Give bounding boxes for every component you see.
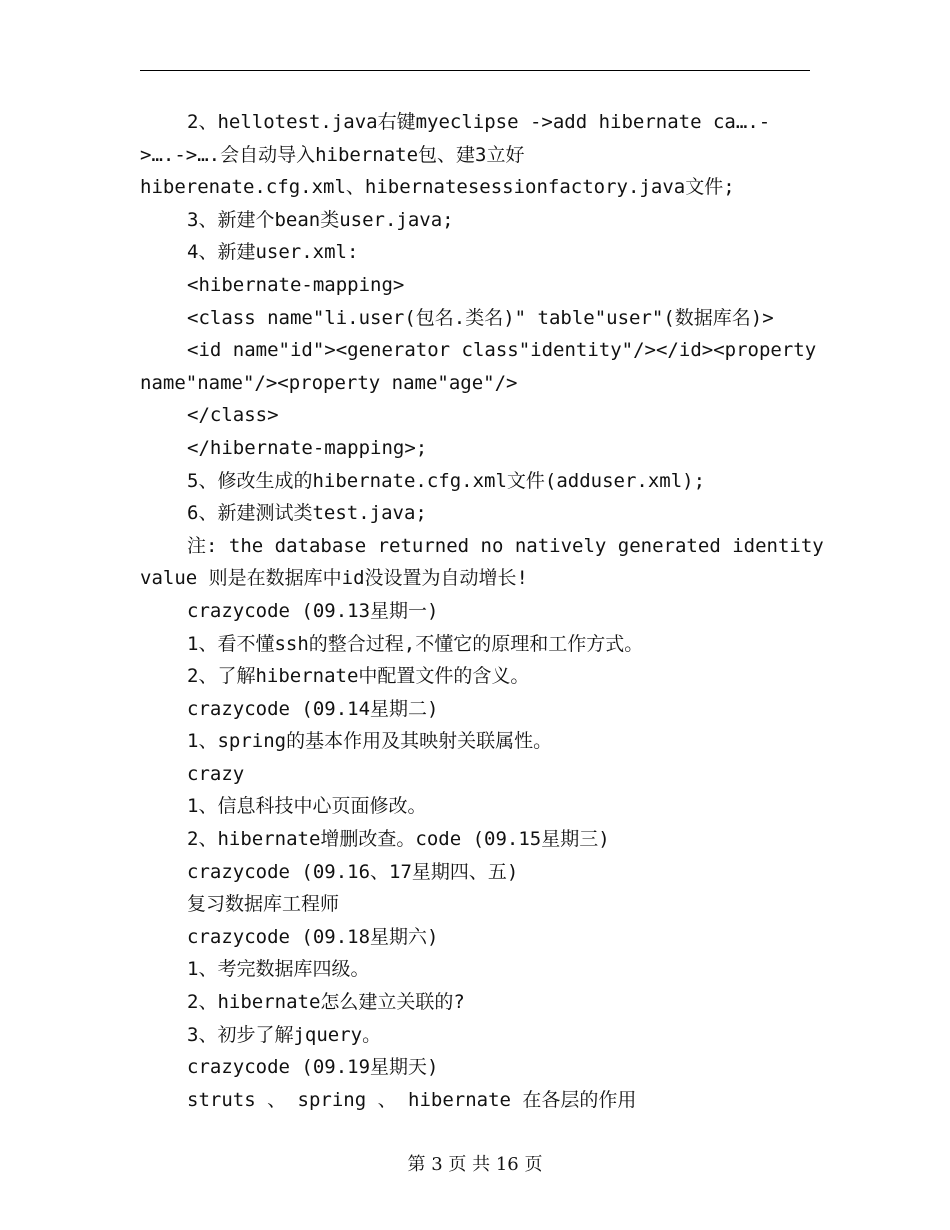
text-line: </hibernate-mapping>;	[187, 436, 428, 459]
text-line: 6、新建测试类test.java;	[187, 502, 427, 525]
text-line: 4、新建user.xml:	[187, 241, 359, 264]
text-line: crazycode (09.14星期二)	[187, 697, 439, 720]
text-line: crazycode (09.18星期六)	[187, 925, 439, 948]
text-line: 2、hibernate增删改查。code (09.15星期三)	[187, 828, 610, 851]
document-body	[140, 106, 824, 1116]
text-line: 2、hellotest.java右键myeclipse ->add hibernate ca….-	[187, 111, 771, 133]
text-line: <hibernate-mapping>	[187, 273, 405, 296]
text-line: name"name"/><property name"age"/>	[140, 371, 518, 394]
text-line: 2、了解hibernate中配置文件的含义。	[187, 665, 530, 688]
text-line: 1、看不懂ssh的整合过程,不懂它的原理和工作方式。	[187, 632, 644, 655]
text-line: 3、初步了解jquery。	[187, 1023, 382, 1046]
text-line: crazycode (09.19星期天)	[187, 1056, 439, 1079]
header-rule	[140, 70, 810, 71]
text-line: 3、新建个bean类user.java;	[187, 208, 454, 231]
text-line: crazycode (09.16、17星期四、五)	[187, 860, 519, 883]
text-line: <id name"id"><generator class"identity"/></id><property	[187, 339, 817, 362]
text-line: value 则是在数据库中id没设置为自动增长!	[140, 567, 528, 590]
text-line: crazy	[187, 762, 245, 785]
text-line: <class name"li.user(包名.类名)" table"user"(数据库名)>	[187, 306, 774, 329]
text-line: 1、考完数据库四级。	[187, 958, 370, 981]
text-line: hiberenate.cfg.xml、hibernatesessionfactory.java文件;	[140, 176, 735, 199]
text-line: 1、信息科技中心页面修改。	[187, 795, 427, 818]
text-line: 1、spring的基本作用及其映射关联属性。	[187, 730, 553, 753]
text-line: 2、hibernate怎么建立关联的?	[187, 991, 465, 1014]
text-line: >….->….会自动导入hibernate包、建3立好	[140, 143, 525, 166]
text-line: struts 、 spring 、 hibernate 在各层的作用	[187, 1088, 637, 1111]
text-line: 5、修改生成的hibernate.cfg.xml文件(adduser.xml);	[187, 469, 706, 492]
text-line: </class>	[187, 404, 279, 427]
text-line: 注: the database returned no natively generated identity	[187, 534, 824, 557]
text-line: crazycode (09.13星期一)	[187, 599, 439, 622]
text-line: 复习数据库工程师	[187, 893, 340, 916]
page-number-footer: 第 3 页 共 16 页	[407, 1154, 543, 1175]
